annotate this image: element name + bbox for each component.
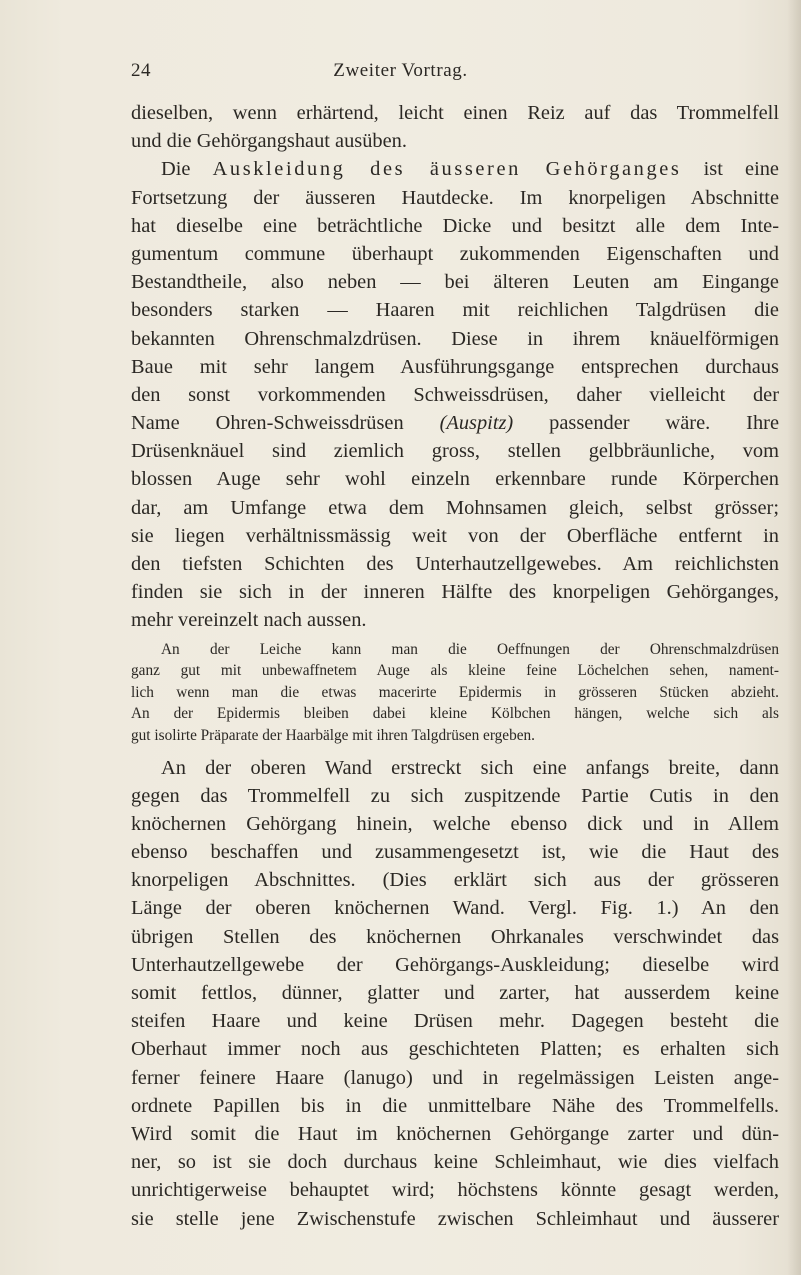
text-line: blossen Auge sehr wohl einzeln erkennbare runde Körperchen [131, 468, 779, 491]
text-line: Drüsenknäuel sind ziemlich gross, stellen gelbbräunliche, vom [131, 440, 779, 463]
text-line: dar, am Umfange etwa dem Mohnsamen gleich, selbst grösser; [131, 496, 779, 519]
text-line: Länge der oberen knöchernen Wand. Vergl. Fig. 1.) An den [131, 897, 779, 920]
text-line: finden sie sich in der inneren Hälfte des knorpeligen Gehörganges, [131, 581, 779, 604]
text-line: somit fettlos, dünner, glatter und zarter, hat ausserdem keine [131, 982, 779, 1005]
page-number: 24 [131, 60, 151, 81]
text-line: mehr vereinzelt nach aussen. [131, 609, 367, 632]
text-line: den tiefsten Schichten des Unterhautzellgewebes. Am reichlichsten [131, 553, 779, 575]
small-print-note [131, 639, 779, 747]
italic-citation: (Auspitz) [439, 412, 514, 435]
text-line: gegen das Trommelfell zu sich zuspitzende Partie Cutis in den [131, 784, 779, 807]
paragraph-2 [131, 155, 779, 634]
text-line: sie stelle jene Zwischenstufe zwischen Schleimhaut und äusserer [131, 1207, 779, 1230]
page-header [0, 60, 801, 94]
note-line: An der Leiche kann man die Oeffnungen der Ohrenschmalzdrüsen [161, 640, 779, 658]
text-line: ferner feinere Haare (lanugo) und in regelmässigen Leisten ange- [131, 1066, 779, 1089]
text-span: Name Ohren-Schweissdrüsen [131, 412, 440, 435]
page-edge-shadow [787, 0, 801, 1275]
body-text [131, 99, 779, 1233]
text-span: ist eine [681, 158, 779, 181]
text-span: passender wäre. Ihre [513, 412, 780, 435]
text-line: ner, so ist sie doch durchaus keine Schleimhaut, wie dies vielfach [131, 1151, 779, 1174]
text-line [131, 409, 779, 437]
note-line: ganz gut mit unbewaffnetem Auge als kleine feine Löchelchen sehen, nament- [131, 662, 779, 680]
text-line: ordnete Papillen bis in die unmittelbare Nähe des Trommelfells. [131, 1094, 779, 1117]
paragraph-3 [131, 754, 779, 1233]
text-line: dieselben, wenn erhärtend, leicht einen Reiz auf das Trommelfell [131, 102, 779, 124]
text-line: gumentum commune überhaupt zukommenden Eigenschaften und [131, 242, 779, 265]
text-line: An der oberen Wand erstreckt sich eine anfangs breite, dann [161, 756, 779, 779]
note-line: lich wenn man die etwas macerirte Epidermis in grösseren Stücken abzieht. [131, 683, 779, 701]
text-line: Oberhaut immer noch aus geschichteten Platten; es erhalten sich [131, 1038, 779, 1061]
text-line [131, 155, 779, 183]
text-line: knöchernen Gehörgang hinein, welche ebenso dick und in Allem [131, 812, 779, 835]
text-line: besonders starken — Haaren mit reichlichen Talgdrüsen die [131, 299, 779, 322]
spaced-heading-term: Auskleidung des äusseren Gehörganges [212, 158, 682, 181]
text-line: bekannten Ohrenschmalzdrüsen. Diese in ihrem knäuelförmigen [131, 327, 779, 350]
text-line: den sonst vorkommenden Schweissdrüsen, daher vielleicht der [131, 383, 779, 406]
text-line: übrigen Stellen des knöchernen Ohrkanales verschwindet das [131, 925, 779, 948]
text-line: steifen Haare und keine Drüsen mehr. Dagegen besteht die [131, 1010, 779, 1033]
paragraph-1 [131, 99, 779, 155]
text-line: und die Gehörgangshaut ausüben. [131, 130, 407, 153]
text-span: Die [161, 158, 213, 181]
text-line: ebenso beschaffen und zusammengesetzt ist, wie die Haut des [131, 841, 779, 864]
note-line: An der Epidermis bleiben dabei kleine Kölbchen hängen, welche sich als [131, 705, 779, 723]
running-head: Zweiter Vortrag. [333, 60, 468, 81]
text-line: unrichtigerweise behauptet wird; höchstens könnte gesagt werden, [131, 1179, 779, 1202]
text-line: Wird somit die Haut im knöchernen Gehörgange zarter und dün- [131, 1122, 779, 1145]
text-line: Bestandtheile, also neben — bei älteren Leuten am Eingange [131, 271, 779, 294]
text-line: Fortsetzung der äusseren Hautdecke. Im knorpeligen Abschnitte [131, 186, 779, 209]
text-line: hat dieselbe eine beträchtliche Dicke und besitzt alle dem Inte- [131, 214, 779, 237]
text-line: Unterhautzellgewebe der Gehörgangs-Auskleidung; dieselbe wird [131, 953, 779, 976]
note-line: gut isolirte Präparate der Haarbälge mit ihren Talgdrüsen ergeben. [131, 726, 536, 744]
text-line: Baue mit sehr langem Ausführungsgange entsprechen durchaus [131, 355, 779, 378]
text-line: knorpeligen Abschnittes. (Dies erklärt sich aus der grösseren [131, 869, 779, 892]
text-line: sie liegen verhältnissmässig weit von der Oberfläche entfernt in [131, 524, 779, 547]
